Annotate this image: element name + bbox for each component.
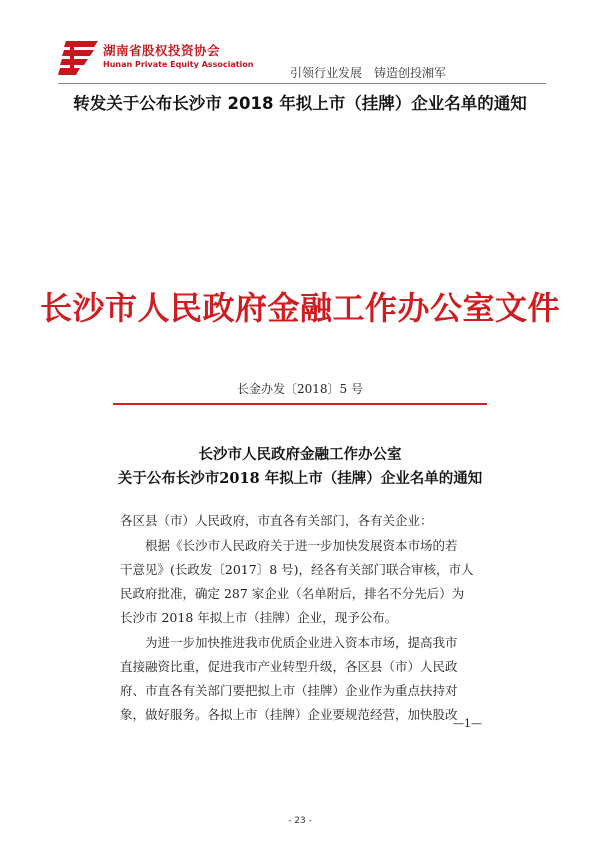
body-line: 府、市直各有关部门要把拟上市（挂牌）企业作为重点扶持对 (120, 683, 458, 698)
association-name-en: Hunan Private Equity Association (103, 60, 254, 69)
header-slogan: 引领行业发展 铸造创投湘军 (290, 66, 447, 80)
page-number: - 23 - (288, 816, 312, 826)
body-line: 民政府批准，确定 287 家企业（名单附后，排名不分先后）为 (120, 586, 465, 601)
body-line: 干意见》(长政发〔2017〕8 号)，经各有关部门联合审核，市人 (120, 562, 474, 577)
document-number: 长金办发〔2018〕5 号 (237, 382, 363, 396)
red-document-heading: 长沙市人民政府金融工作办公室文件 (39, 289, 560, 327)
notice-issuer: 长沙市人民政府金融工作办公室 (198, 446, 402, 463)
notice-title: 关于公布长沙市2018 年拟上市（挂牌）企业名单的通知 (117, 470, 483, 487)
red-divider (113, 403, 487, 405)
body-line: 根据《长沙市人民政府关于进一步加快发展资本市场的若 (120, 538, 458, 553)
body-line: 象，做好服务。各拟上市（挂牌）企业要规范经营，加快股改 (120, 707, 458, 722)
association-name-cn: 湖南省股权投资协会 (103, 43, 221, 58)
page-title: 转发关于公布长沙市 2018 年拟上市（挂牌）企业名单的通知 (73, 94, 527, 113)
body-line: 长沙市 2018 年拟上市（挂牌）企业，现予公布。 (120, 610, 398, 625)
inner-page-number: —1— (453, 717, 482, 730)
body-line: 为进一步加快推进我市优质企业进入资本市场，提高我市 (120, 635, 458, 650)
association-logo-icon (58, 39, 102, 77)
body-line: 直接融资比重，促进我市产业转型升级，各区县（市）人民政 (120, 659, 458, 674)
header-divider (58, 83, 546, 84)
body-line: 各区县（市）人民政府，市直各有关部门，各有关企业： (120, 513, 433, 528)
